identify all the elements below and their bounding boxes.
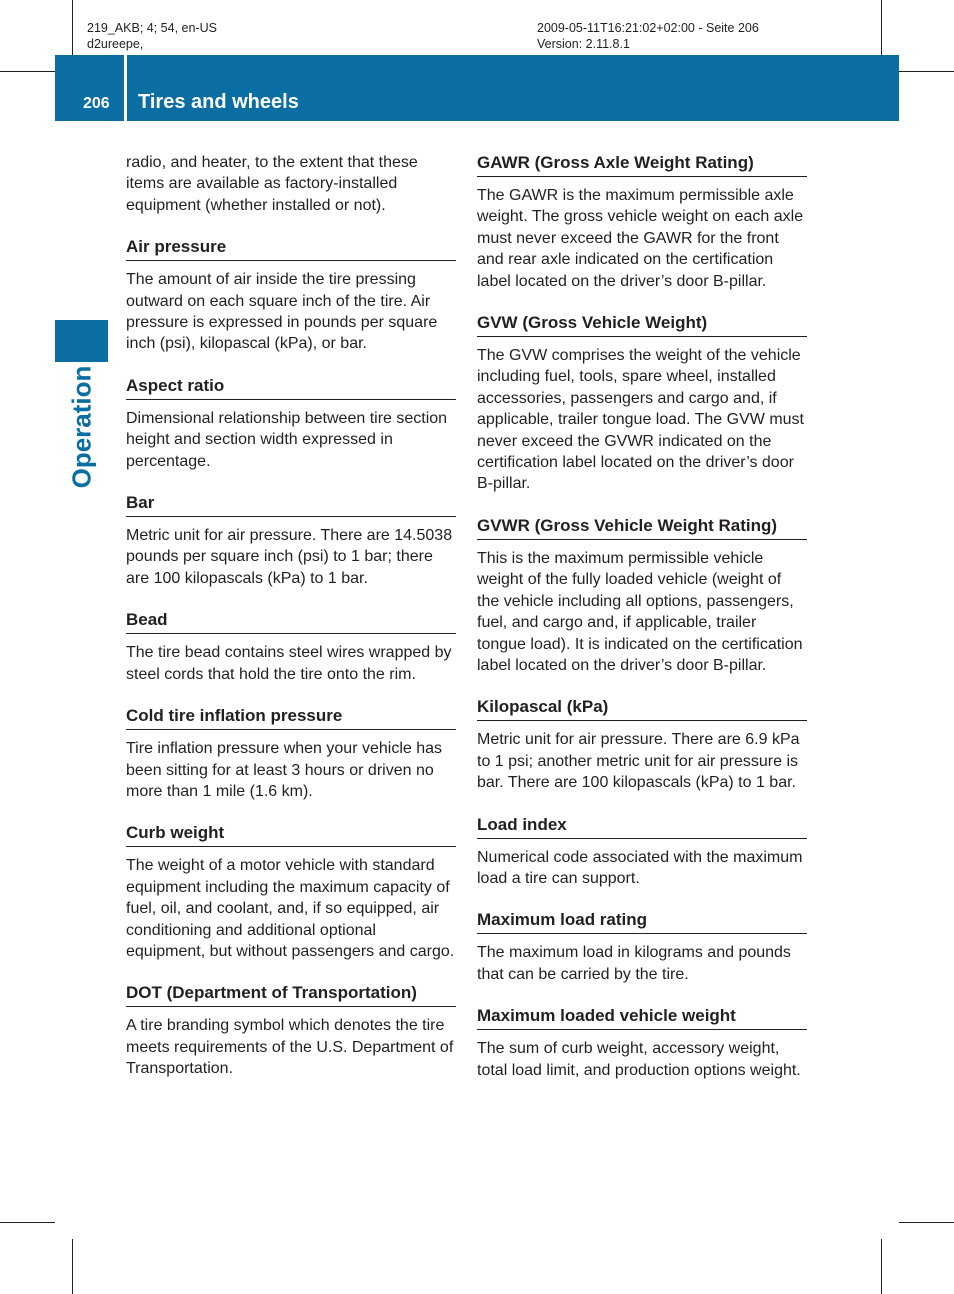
print-meta-left xyxy=(87,20,217,52)
glossary-definition: Metric unit for air pressure. There are 6.9 kPa to 1 psi; another metric unit for air pressure is bar. There are 100 kilopascals (kPa) to 1 bar. xyxy=(477,731,800,792)
crop-mark xyxy=(72,1239,73,1294)
left-column xyxy=(126,152,456,1100)
glossary-definition: Dimensional relationship between tire section height and section width expressed in percentage. xyxy=(126,409,448,470)
crop-mark xyxy=(0,1222,55,1223)
glossary-term: DOT (Department of Transportation) xyxy=(126,982,456,1007)
glossary-definition: Numerical code associated with the maximum load a tire can support. xyxy=(477,848,803,887)
glossary-definition: The amount of air inside the tire pressing outward on each square inch of the tire. Air pressure is expressed in pounds per square inch (psi), kilopascal (kPa), or bar. xyxy=(126,271,438,353)
glossary-term: GAWR (Gross Axle Weight Rating) xyxy=(477,152,807,177)
glossary-entry xyxy=(126,822,456,962)
print-meta-text: 219_AKB; 4; 54, en-US xyxy=(87,21,217,35)
glossary-definition: The maximum load in kilograms and pounds that can be carried by the tire. xyxy=(477,944,791,983)
glossary-entry xyxy=(477,515,807,676)
glossary-definition: The GVW comprises the weight of the vehicle including fuel, tools, spare wheel, installed accessories, passengers and cargo and, if applicable, trailer tongue load. The GVW must never exceed the GVWR indicated on the certification label located on the driver’s door B-pillar. xyxy=(477,347,804,493)
side-label-text: Operation xyxy=(66,365,96,489)
glossary-term: Curb weight xyxy=(126,822,456,847)
side-label xyxy=(55,362,108,492)
crop-mark xyxy=(899,1222,954,1223)
crop-mark xyxy=(881,1239,882,1294)
glossary-entry xyxy=(477,909,807,985)
print-meta-text: 2009-05-11T16:21:02+02:00 - Seite 206 xyxy=(537,21,759,35)
crop-mark xyxy=(72,0,73,55)
glossary-entry xyxy=(126,236,456,355)
glossary-definition: The weight of a motor vehicle with standard equipment including the maximum capacity of fuel, oil, and coolant, and, if so equipped, air conditioning and additional optional equipment, but without passengers and cargo. xyxy=(126,857,455,960)
glossary-entry xyxy=(477,814,807,890)
print-meta-text: Version: 2.11.8.1 xyxy=(537,37,630,51)
crop-mark xyxy=(881,0,882,55)
glossary-entry xyxy=(126,492,456,589)
glossary-term: Load index xyxy=(477,814,807,839)
glossary-term: Maximum loaded vehicle weight xyxy=(477,1005,807,1030)
glossary-entry xyxy=(126,982,456,1079)
glossary-definition: A tire branding symbol which denotes the tire meets requirements of the U.S. Department of Transportation. xyxy=(126,1017,454,1078)
print-meta-text: d2ureepe, xyxy=(87,37,144,51)
glossary-entry xyxy=(477,152,807,292)
glossary-entry xyxy=(126,705,456,802)
glossary-entry xyxy=(477,312,807,495)
right-column xyxy=(477,152,807,1101)
glossary-definition: This is the maximum permissible vehicle weight of the fully loaded vehicle (weight of the vehicle including all options, passengers, fuel, and cargo and, if applicable, trailer tongue load). It is indicated on the certification label located on the driver’s door B-pillar. xyxy=(477,549,803,674)
glossary-term: GVW (Gross Vehicle Weight) xyxy=(477,312,807,337)
header-divider xyxy=(124,55,127,121)
glossary-term: Maximum load rating xyxy=(477,909,807,934)
page-number: 206 xyxy=(83,95,110,112)
section-title: Tires and wheels xyxy=(138,91,299,113)
glossary-term: Bar xyxy=(126,492,456,517)
glossary-definition: The tire bead contains steel wires wrapped by steel cords that hold the tire onto the rim. xyxy=(126,644,452,683)
crop-mark xyxy=(899,71,954,72)
crop-mark xyxy=(0,71,55,72)
glossary-entry xyxy=(477,1005,807,1081)
glossary-entry xyxy=(126,609,456,685)
print-meta-right xyxy=(537,20,759,52)
glossary-definition: The GAWR is the maximum permissible axle weight. The gross vehicle weight on each axle must never exceed the GAWR for the front and rear axle indicated on the certification label located on the driver’s door B-pillar. xyxy=(477,187,804,290)
glossary-term: GVWR (Gross Vehicle Weight Rating) xyxy=(477,515,807,540)
glossary-term: Aspect ratio xyxy=(126,375,456,400)
glossary-term: Cold tire inflation pressure xyxy=(126,705,456,730)
glossary-term: Bead xyxy=(126,609,456,634)
glossary-definition: Tire inflation pressure when your vehicle has been sitting for at least 3 hours or driven no more than 1 mile (1.6 km). xyxy=(126,740,443,800)
body-text: radio, and heater, to the extent that these items are available as factory-installed equipment (whether installed or not). xyxy=(126,154,418,214)
glossary-term: Air pressure xyxy=(126,236,456,261)
glossary-definition: The sum of curb weight, accessory weight, total load limit, and production options weight. xyxy=(477,1040,801,1079)
side-tab xyxy=(55,320,108,362)
glossary-entry xyxy=(477,696,807,793)
glossary-term: Kilopascal (kPa) xyxy=(477,696,807,721)
glossary-definition: Metric unit for air pressure. There are 14.5038 pounds per square inch (psi) to 1 bar; there are 100 kilopascals (kPa) to 1 bar. xyxy=(126,527,453,587)
intro-paragraph xyxy=(126,152,456,216)
glossary-entry xyxy=(126,375,456,472)
